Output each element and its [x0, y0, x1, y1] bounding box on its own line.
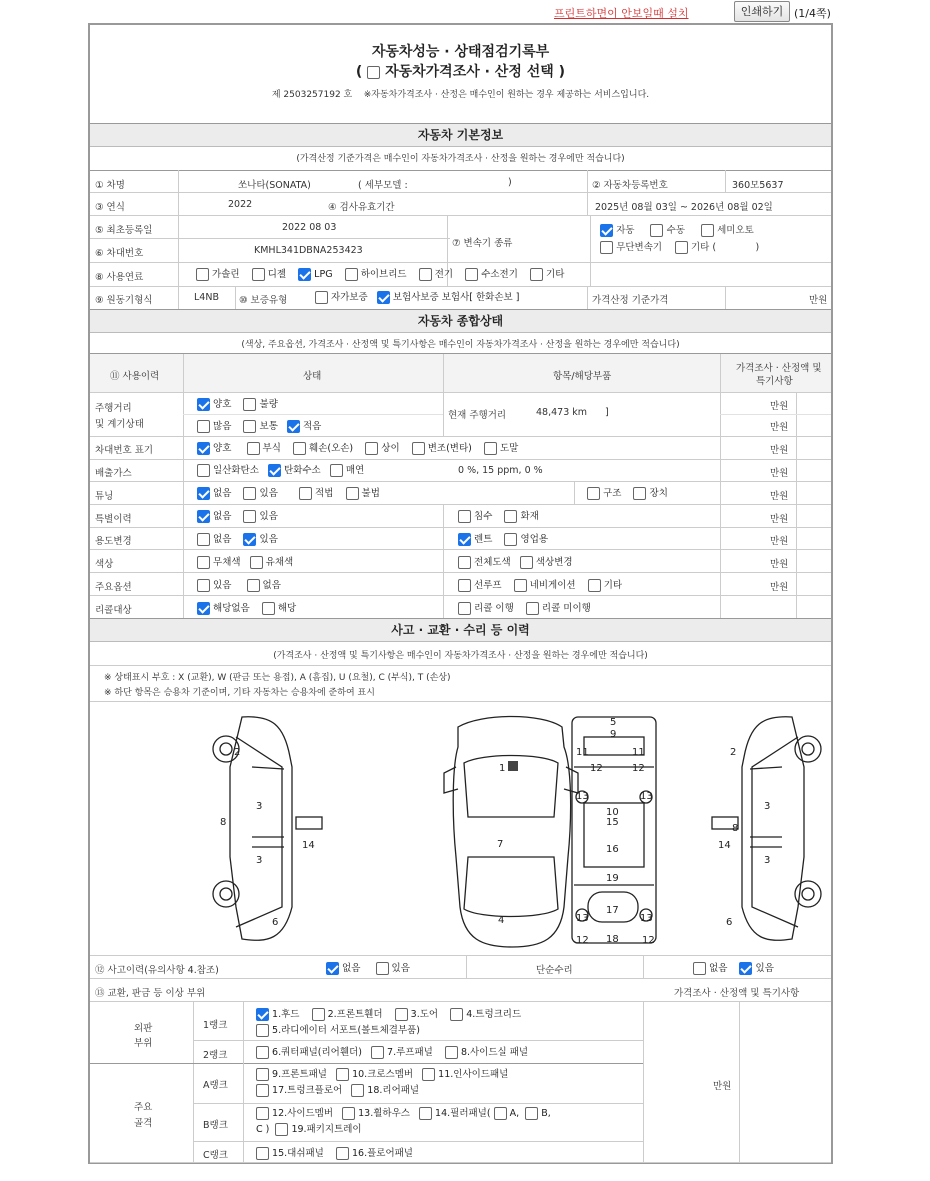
- emission-price-unit: 만원: [770, 468, 789, 479]
- accident-history-label: ⑫ 사고이력(유의사항 4.참조): [95, 965, 219, 976]
- color-change-options: 전체도색 색상변경: [458, 554, 573, 569]
- options-label: 주요옵션: [95, 582, 132, 593]
- main-frame-label-a: 주요: [134, 1102, 153, 1113]
- repair-yes-checkbox[interactable]: [739, 962, 752, 975]
- accident-note: (가격조사 · 산정액 및 특기사항은 매수인이 자동차가격조사 · 산정을 원하는 경우에만 적습니다): [273, 651, 648, 661]
- state-col-header: 상태: [303, 371, 322, 382]
- rank2-items: 6.쿼터패널(리어휀더) 7.루프패널 8.사이드실 패널: [256, 1044, 528, 1059]
- model-close: ): [508, 177, 512, 188]
- svg-text:19: 19: [606, 873, 619, 884]
- rank1-items: 1.후드 2.프론트휀더 3.도어 4.트렁크리드 5.라디에이터 서포트(볼트체결부품): [256, 1007, 636, 1039]
- year-value: 2022: [228, 199, 253, 210]
- special-flood-checkbox[interactable]: [458, 510, 471, 523]
- rankC-items: 15.대쉬패널 16.플로어패널: [256, 1145, 413, 1160]
- accident-none-checkbox[interactable]: [326, 962, 339, 975]
- fuel-lpg-checkbox[interactable]: [298, 268, 311, 281]
- trans-manual-checkbox[interactable]: [650, 224, 663, 237]
- trans-semi-checkbox[interactable]: [701, 224, 714, 237]
- odo-good-checkbox[interactable]: [197, 398, 210, 411]
- repair-none-checkbox[interactable]: [693, 962, 706, 975]
- svg-text:15: 15: [606, 817, 619, 828]
- svg-text:13: 13: [576, 913, 589, 924]
- use-change-label: 용도변경: [95, 536, 132, 547]
- part-trunk-floor-checkbox[interactable]: [256, 1084, 269, 1097]
- special-none-checkbox[interactable]: [197, 510, 210, 523]
- odometer-label-a: 주행거리: [95, 403, 132, 414]
- inspection-period-label: ④ 검사유효기간: [328, 202, 395, 213]
- part-side-sill-checkbox[interactable]: [445, 1046, 458, 1059]
- page-title: 자동차성능 · 상태점검기록부: [371, 44, 550, 60]
- odo-high-checkbox[interactable]: [197, 420, 210, 433]
- rankB-label: B랭크: [203, 1120, 228, 1131]
- svg-text:2: 2: [730, 747, 737, 758]
- current-odometer-value: 48,473 km: [536, 407, 588, 418]
- doc-number-line: 제 2503257192 호 ※자동차가격조사 · 산정은 매수인이 원하는 경우 제공하는 서비스입니다.: [271, 90, 650, 100]
- part-pillar-panel-checkbox[interactable]: [419, 1107, 432, 1120]
- status-note: (색상, 주요옵션, 가격조사 · 산정액 및 특기사항은 매수인이 자동차가격조사 · 산정을 원하는 경우에만 적습니다): [241, 340, 680, 350]
- inspection-period-value: 2025년 08월 03일 ~ 2026년 08월 02일: [595, 202, 773, 213]
- svg-text:3: 3: [764, 855, 771, 866]
- status-heading: 자동차 종합상태: [90, 309, 831, 333]
- part-floor-panel-checkbox[interactable]: [336, 1147, 349, 1160]
- svg-text:12: 12: [590, 763, 603, 774]
- emission-hc-checkbox[interactable]: [268, 464, 281, 477]
- svg-text:3: 3: [256, 855, 263, 866]
- tuning-illegal-checkbox[interactable]: [346, 487, 359, 500]
- pillar-a-checkbox[interactable]: [494, 1107, 507, 1120]
- part-wheel-house-checkbox[interactable]: [342, 1107, 355, 1120]
- reg-no-label: ② 자동차등록번호: [592, 180, 668, 191]
- first-reg-value: 2022 08 03: [282, 222, 337, 233]
- frame-price-unit: 만원: [713, 1081, 732, 1092]
- warranty-options: 자가보증 보험사보증 보험사[ 한화손보 ]: [315, 289, 519, 304]
- fuel-label: ⑧ 사용연료: [95, 272, 144, 283]
- rank1-label: 1랭크: [203, 1020, 228, 1031]
- svg-text:13: 13: [576, 791, 589, 802]
- svg-text:9: 9: [610, 729, 617, 740]
- rank2-label: 2랭크: [203, 1050, 228, 1061]
- car-damage-diagram: [212, 707, 824, 949]
- rankA-items: 9.프론트패널 10.크로스멤버 11.인사이드패널 17.트렁크플로어 18.리어패널: [256, 1067, 636, 1099]
- recall-options: 해당없음 해당: [197, 600, 296, 615]
- tuning-structure-checkbox[interactable]: [587, 487, 600, 500]
- reg-no-value: 360모5637: [732, 180, 784, 191]
- use-none-checkbox[interactable]: [197, 533, 210, 546]
- fuel-gasoline-checkbox[interactable]: [196, 268, 209, 281]
- odometer-bracket: ]: [605, 407, 609, 418]
- tuning-none-checkbox[interactable]: [197, 487, 210, 500]
- color-full-paint-checkbox[interactable]: [458, 556, 471, 569]
- svg-text:14: 14: [718, 840, 731, 851]
- odo-mid-checkbox[interactable]: [243, 420, 256, 433]
- svg-text:6: 6: [726, 917, 733, 928]
- tuning-device-checkbox[interactable]: [633, 487, 646, 500]
- price-col-header-a: 가격조사 · 산정액 및: [736, 363, 822, 374]
- vin-different-checkbox[interactable]: [365, 442, 378, 455]
- items-col-header: 항목/해당부품: [553, 371, 612, 382]
- vin-label: ⑥ 차대번호: [95, 248, 144, 259]
- use-business-checkbox[interactable]: [504, 533, 517, 546]
- main-frame-label-b: 골격: [134, 1118, 153, 1129]
- emission-co-checkbox[interactable]: [197, 464, 210, 477]
- odo-bad-checkbox[interactable]: [243, 398, 256, 411]
- svg-text:16: 16: [606, 844, 619, 855]
- odo-price-unit-2: 만원: [770, 422, 789, 433]
- engine-label: ⑨ 원동기형식: [95, 295, 153, 306]
- part-rear-panel-checkbox[interactable]: [351, 1084, 364, 1097]
- page-indicator: (1/4쪽): [794, 7, 831, 20]
- svg-text:17: 17: [606, 905, 619, 916]
- recall-label: 리콜대상: [95, 605, 132, 616]
- legend-line-1: ※ 상태표시 부호 : X (교환), W (판금 또는 용접), A (흠집), U (요철), C (부식), T (손상): [104, 673, 451, 683]
- warranty-insurer-checkbox[interactable]: [377, 291, 390, 304]
- inspection-sheet: [88, 23, 833, 1164]
- accident-history-options: 없음 있음: [326, 960, 410, 975]
- part-cross-member-checkbox[interactable]: [336, 1068, 349, 1081]
- option-price-unit: 만원: [770, 582, 789, 593]
- svg-text:12: 12: [642, 935, 655, 946]
- svg-text:2: 2: [234, 747, 241, 758]
- part-roof-panel-checkbox[interactable]: [371, 1046, 384, 1059]
- rankA-label: A랭크: [203, 1080, 228, 1091]
- use-price-unit: 만원: [770, 536, 789, 547]
- use-change-options: 없음 있음: [197, 531, 278, 546]
- transmission-options: 자동 수동 세미오토: [600, 222, 754, 237]
- base-price-label: 가격산정 기준가격: [592, 295, 669, 306]
- fuel-diesel-checkbox[interactable]: [252, 268, 265, 281]
- transmission-options-2: 무단변속기 기타 ( ): [600, 239, 759, 254]
- vin-damaged-checkbox[interactable]: [293, 442, 306, 455]
- special-type-options: 침수 화재: [458, 508, 539, 523]
- emission-label: 배출가스: [95, 468, 132, 479]
- color-chromatic-checkbox[interactable]: [250, 556, 263, 569]
- fuel-other-checkbox[interactable]: [530, 268, 543, 281]
- tuning-legal-checkbox[interactable]: [299, 487, 312, 500]
- option-other-checkbox[interactable]: [588, 579, 601, 592]
- warranty-label: ⑩ 보증유형: [239, 295, 288, 306]
- odometer-state-row2: 많음 보통 적음: [197, 418, 321, 433]
- vin-corrosion-checkbox[interactable]: [247, 442, 260, 455]
- vin-state-options: 양호 부식 훼손(오손) 상이 변조(변타) 도말: [197, 440, 518, 455]
- svg-text:1: 1: [499, 763, 506, 774]
- svg-text:12: 12: [632, 763, 645, 774]
- pillar-b-checkbox[interactable]: [525, 1107, 538, 1120]
- first-reg-label: ⑤ 최초등록일: [95, 225, 153, 236]
- option-yes-checkbox[interactable]: [197, 579, 210, 592]
- svg-text:11: 11: [576, 747, 589, 758]
- rankC-label: C랭크: [203, 1150, 228, 1161]
- part-inside-panel-checkbox[interactable]: [422, 1068, 435, 1081]
- recall-na-checkbox[interactable]: [197, 602, 210, 615]
- accident-yes-checkbox[interactable]: [376, 962, 389, 975]
- vin-good-checkbox[interactable]: [197, 442, 210, 455]
- basic-info-heading: 자동차 기본정보: [90, 123, 831, 147]
- color-label: 색상: [95, 559, 114, 570]
- special-price-unit: 만원: [770, 514, 789, 525]
- part-trunk-lid-checkbox[interactable]: [450, 1008, 463, 1021]
- svg-text:13: 13: [640, 791, 653, 802]
- vin-price-unit: 만원: [770, 445, 789, 456]
- svg-text:7: 7: [497, 839, 504, 850]
- simple-repair-label: 단순수리: [536, 965, 573, 976]
- print-button[interactable]: 인쇄하기: [734, 1, 790, 22]
- tuning-yes-checkbox[interactable]: [243, 487, 256, 500]
- vin-smeared-checkbox[interactable]: [484, 442, 497, 455]
- odometer-label-b: 및 계기상태: [95, 419, 144, 430]
- svg-text:11: 11: [632, 747, 645, 758]
- options-state: 있음 없음: [197, 577, 281, 592]
- odo-low-checkbox[interactable]: [287, 420, 300, 433]
- vin-altered-checkbox[interactable]: [412, 442, 425, 455]
- price-col-header-b: 특기사항: [756, 376, 793, 387]
- current-odometer-label: 현재 주행거리: [448, 410, 507, 421]
- top-bar: [88, 0, 834, 22]
- exchange-price-label: 가격조사 · 산정액 및 특기사항: [674, 988, 800, 999]
- recall-status-options: 리콜 이행 리콜 미이행: [458, 600, 591, 615]
- odo-price-unit-1: 만원: [770, 401, 789, 412]
- svg-text:4: 4: [498, 915, 505, 926]
- color-price-unit: 만원: [770, 559, 789, 570]
- use-rent-checkbox[interactable]: [458, 533, 471, 546]
- options-items: 선루프 네비게이션 기타: [458, 577, 622, 592]
- part-door-checkbox[interactable]: [395, 1008, 408, 1021]
- odometer-state-row1: 양호 불량: [197, 396, 278, 411]
- exchange-label: ⑬ 교환, 판금 등 이상 부위: [95, 988, 206, 999]
- option-sunroof-checkbox[interactable]: [458, 579, 471, 592]
- year-label: ③ 연식: [95, 202, 125, 213]
- page-subtitle: ( 자동차가격조사 · 산정 선택 ): [355, 64, 566, 80]
- car-name-label: ① 차명: [95, 180, 125, 191]
- outer-panel-label-a: 외판: [134, 1023, 153, 1034]
- option-navigation-checkbox[interactable]: [514, 579, 527, 592]
- tuning-price-unit: 만원: [770, 491, 789, 502]
- rankB-items: 12.사이드멤버 13.휠하우스 14.필러패널( A, B, C ) 19.패키지트레이: [256, 1108, 551, 1135]
- part-package-tray-checkbox[interactable]: [275, 1123, 288, 1136]
- recall-done-checkbox[interactable]: [458, 602, 471, 615]
- special-yes-checkbox[interactable]: [243, 510, 256, 523]
- svg-text:5: 5: [610, 717, 617, 728]
- install-notice-link[interactable]: 프린트하면이 안보일때 설치: [554, 7, 689, 20]
- use-yes-checkbox[interactable]: [243, 533, 256, 546]
- svg-text:14: 14: [302, 840, 315, 851]
- vin-value: KMHL341DBNA253423: [254, 245, 363, 256]
- svg-text:3: 3: [256, 801, 263, 812]
- fuel-electric-checkbox[interactable]: [419, 268, 432, 281]
- tuning-options: 없음 있음 적법 불법: [197, 485, 380, 500]
- svg-text:12: 12: [576, 935, 589, 946]
- svg-text:8: 8: [732, 823, 739, 834]
- fuel-options: 가솔린 디젤 LPG 하이브리드 전기 수소전기 기타: [196, 266, 564, 281]
- svg-text:13: 13: [640, 913, 653, 924]
- color-achromatic-checkbox[interactable]: [197, 556, 210, 569]
- svg-text:6: 6: [272, 917, 279, 928]
- trans-cvt-checkbox[interactable]: [600, 241, 613, 254]
- emission-values: 0 %, 15 ppm, 0 %: [458, 465, 543, 476]
- tuning-type-options: 구조 장치: [587, 485, 668, 500]
- price-survey-checkbox[interactable]: [367, 66, 380, 79]
- car-name-value: 쏘나타(SONATA): [238, 180, 311, 191]
- model-label: ( 세부모델 :: [358, 180, 408, 191]
- transmission-label: ⑦ 변속기 종류: [452, 238, 513, 249]
- fuel-hybrid-checkbox[interactable]: [345, 268, 358, 281]
- outer-panel-label-b: 부위: [134, 1038, 153, 1049]
- base-price-unit: 만원: [809, 295, 828, 306]
- part-side-member-checkbox[interactable]: [256, 1107, 269, 1120]
- legend-line-2: ※ 하단 항목은 승용차 기준이며, 기타 자동차는 승용차에 준하여 표시: [104, 688, 375, 698]
- vin-state-label: 차대번호 표기: [95, 445, 154, 456]
- special-history-options: 없음 있음: [197, 508, 278, 523]
- warranty-self-checkbox[interactable]: [315, 291, 328, 304]
- fuel-hydrogen-checkbox[interactable]: [465, 268, 478, 281]
- svg-text:18: 18: [606, 934, 619, 945]
- usage-col-header: ⑪ 사용이력: [110, 371, 160, 382]
- basic-info-note: (가격산정 기준가격은 매수인이 자동차가격조사 · 산정을 원하는 경우에만 적습니다): [296, 154, 625, 164]
- svg-text:8: 8: [220, 817, 227, 828]
- emission-smoke-checkbox[interactable]: [330, 464, 343, 477]
- engine-value: L4NB: [194, 292, 219, 303]
- part-dash-panel-checkbox[interactable]: [256, 1147, 269, 1160]
- use-type-options: 렌트 영업용: [458, 531, 548, 546]
- trans-other-checkbox[interactable]: [675, 241, 688, 254]
- recall-notdone-checkbox[interactable]: [526, 602, 539, 615]
- simple-repair-options: 없음 있음: [693, 960, 774, 975]
- option-no-checkbox[interactable]: [247, 579, 260, 592]
- part-hood-checkbox[interactable]: [256, 1008, 269, 1021]
- part-quarter-panel-checkbox[interactable]: [256, 1046, 269, 1059]
- special-history-label: 특별이력: [95, 514, 132, 525]
- accident-heading: 사고 · 교환 · 수리 등 이력: [90, 618, 831, 642]
- emission-options: 일산화탄소 탄화수소 매연: [197, 462, 364, 477]
- color-options: 무채색 유채색: [197, 554, 293, 569]
- special-fire-checkbox[interactable]: [504, 510, 517, 523]
- part-radiator-support-checkbox[interactable]: [256, 1024, 269, 1037]
- color-change-checkbox[interactable]: [520, 556, 533, 569]
- recall-yes-checkbox[interactable]: [262, 602, 275, 615]
- tuning-label: 튜닝: [95, 491, 114, 502]
- part-front-panel-checkbox[interactable]: [256, 1068, 269, 1081]
- svg-text:10: 10: [606, 807, 619, 818]
- trans-auto-checkbox[interactable]: [600, 224, 613, 237]
- svg-text:3: 3: [764, 801, 771, 812]
- part-front-fender-checkbox[interactable]: [312, 1008, 325, 1021]
